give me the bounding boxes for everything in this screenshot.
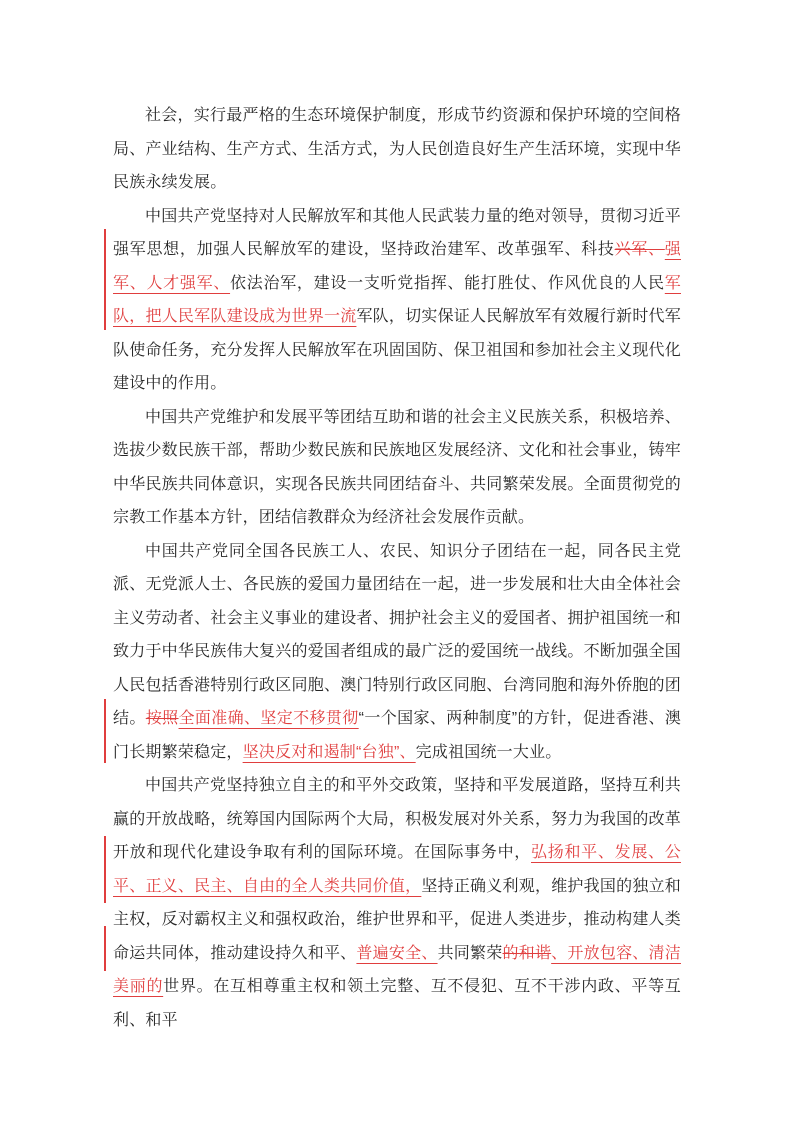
text-run: 中国共产党维护和发展平等团结互助和谐的社会主义民族关系，积极培养、选拔少数民族干部，帮助少数民族和民族地区发展经济、文化和社会事业，铸牢中华民族共同体意识，实现各民族共同团结奋斗、共同繁荣发展。全面贯彻党的宗教工作基本方针，团结信教群众为经济社会发展作贡献。 [113,408,681,526]
paragraph [113,200,681,401]
inserted-text: 强军、人才强军、 [113,241,681,292]
revision-change-bar [104,836,106,903]
text-run: 坚持正确义利观，维护我国的独立和主权，反对霸权主义和强权政治，维护世界和平，促进人类进步，推动构建人类命运共同体，推动建设持久和平、 [113,877,681,962]
inserted-text: 全面准确、坚定不移贯彻 [178,710,359,727]
text-run: 中国共产党同全国各民族工人、农民、知识分子团结在一起，同各民主党派、无党派人士、各民族的爱国力量团结在一起，进一步发展和壮大由全体社会主义劳动者、社会主义事业的建设者、拥护社会主义的爱国者、拥护祖国统一和致力于中华民族伟大复兴的爱国者组成的最广泛的爱国统一战线。不断加强全国人民包括香港特别行政区同胞、澳门特别行政区同胞、台湾同胞和海外侨胞的团结。 [113,542,681,727]
paragraph [113,401,681,535]
text-run: 中国共产党坚持对人民解放军和其他人民武装力量的绝对领导，贯彻习近平强军思想，加强人民解放军的建设，坚持政治建军、改革强军、科技 [113,207,681,258]
inserted-text: 、开放包容、清洁美丽的 [113,944,681,995]
paragraph [113,99,681,200]
text-run: 世界。在互相尊重主权和领土完整、互不侵犯、互不干涉内政、平等互利、和平 [113,978,681,1029]
revision-change-bar [104,926,106,971]
text-run: 共同繁荣 [437,944,503,962]
paragraph [113,535,681,770]
text-run: 完成祖国统一大业。 [415,743,562,761]
inserted-text: 坚决反对和遏制“台独”、 [242,743,416,761]
text-body[interactable] [113,99,681,1037]
deleted-text: 兴军、 [614,241,665,258]
text-run: 依法治军，建设一支听党指挥、能打胜仗、作风优良的人民 [230,274,665,292]
revision-change-bar [104,699,106,763]
deleted-text: 的和谐 [502,944,552,962]
text-run: 中国共产党坚持独立自主的和平外交政策，坚持和平发展道路，坚持互利共赢的开放战略，统筹国内国际两个大局，积极发展对外关系，努力为我国的改革开放和现代化建设争取有利的国际环境。在国际事务中， [113,777,681,861]
paragraph [113,769,681,1037]
text-run: “一个国家、两种制度”的方针，促进香港、澳门长期繁荣稳定， [113,710,682,761]
text-run: 军队，切实保证人民解放军有效履行新时代军队使命任务，充分发挥人民解放军在巩固国防、保卫祖国和参加社会主义现代化建设中的作用。 [113,308,681,392]
text-run: 社会，实行最严格的生态环境保护制度，形成节约资源和保护环境的空间格局、产业结构、生产方式、生活方式，为人民创造良好生产生活环境，实现中华民族永续发展。 [113,107,681,191]
inserted-text: 弘扬和平、发展、公平、正义、民主、自由的全人类共同价值， [113,844,681,895]
inserted-text: 普遍安全、 [356,944,438,962]
inserted-text: 军队，把人民军队建设成为世界一流 [113,274,681,325]
revision-change-bar [104,229,106,330]
deleted-text: 按照 [145,710,179,727]
